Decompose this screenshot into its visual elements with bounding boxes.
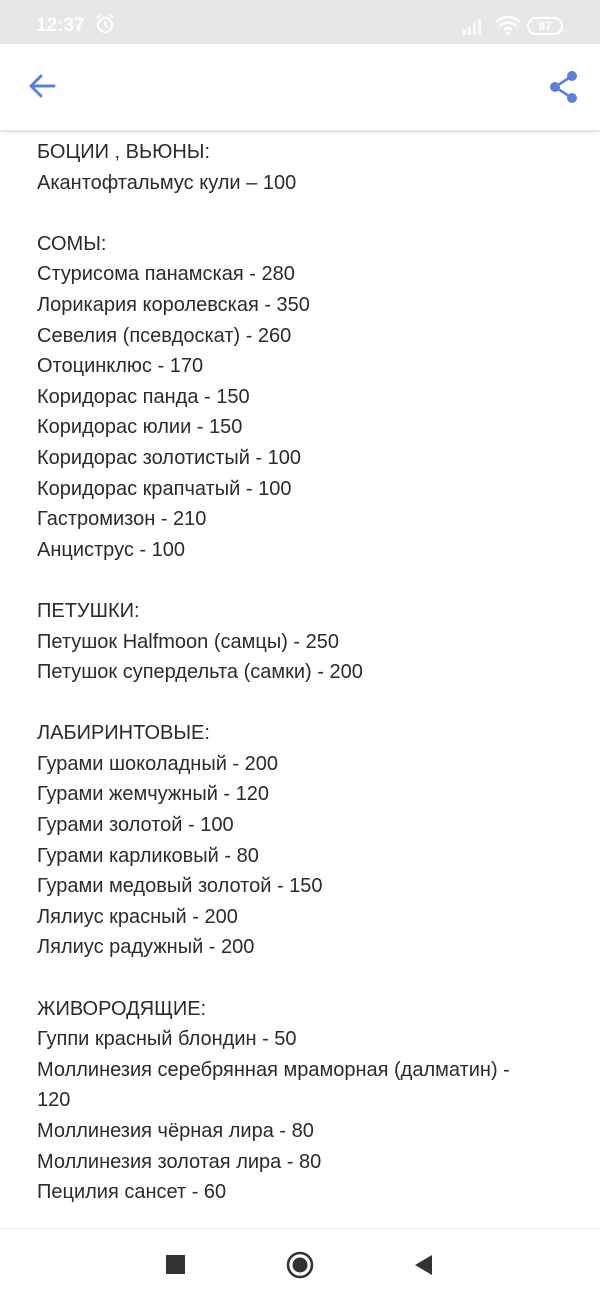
- text-line: Коридорас золотистый - 100: [37, 446, 302, 469]
- text-line: Гастромизон - 210: [37, 508, 207, 531]
- text-line: Гурами медовый золотой - 150: [37, 875, 323, 898]
- navigation-bar: [0, 1228, 600, 1300]
- status-bar: [0, 0, 600, 44]
- text-line: Коридорас крапчатый - 100: [37, 477, 292, 500]
- text-line: Моллинезия золотая лира - 80: [37, 1150, 322, 1173]
- blank-line: [37, 963, 582, 994]
- back-button[interactable]: [22, 66, 62, 106]
- text-line: Севелия (псевдоскат) - 260: [37, 324, 292, 347]
- text-line: ПЕТУШКИ:: [37, 599, 140, 622]
- share-icon: [544, 68, 584, 108]
- text-line: 120: [37, 1089, 71, 1112]
- text-line: Коридорас юлии - 150: [37, 416, 243, 439]
- text-line: Гурами карликовый - 80: [37, 844, 259, 867]
- text-line: Коридорас панда - 150: [37, 385, 250, 408]
- text-line: Лялиус радужный - 200: [37, 936, 255, 959]
- text-line: БОЦИИ , ВЬЮНЫ:: [37, 141, 211, 163]
- recents-square-icon[interactable]: [166, 1255, 185, 1274]
- arrow-left-icon: [22, 66, 62, 106]
- text-line: ЖИВОРОДЯЩИЕ:: [37, 997, 207, 1020]
- text-line: Моллинезия чёрная лира - 80: [37, 1120, 314, 1142]
- text-line: Анциструс - 100: [37, 538, 185, 561]
- back-triangle-icon[interactable]: [412, 1253, 434, 1277]
- text-line: Акантофтальмус кули – 100: [37, 171, 297, 194]
- home-circle-icon[interactable]: [286, 1251, 314, 1279]
- status-time: 12:37: [36, 15, 85, 36]
- blank-line: [37, 565, 582, 596]
- text-line: Гурами золотой - 100: [37, 814, 234, 837]
- wifi-icon: [495, 15, 521, 35]
- text-line: Петушок Halfmoon (самцы) - 250: [37, 630, 340, 653]
- text-line: ЛАБИРИНТОВЫЕ:: [37, 722, 210, 745]
- text-line: Гуппи красный блондин - 50: [37, 1028, 297, 1051]
- app-bar: [0, 44, 600, 130]
- text-line: Петушок супердельта (самки) - 200: [37, 661, 363, 684]
- share-button[interactable]: [544, 68, 584, 108]
- text-line: Отоцинклюс - 170: [37, 355, 204, 378]
- blank-line: [37, 688, 582, 719]
- text-line: Лорикария королевская - 350: [37, 293, 310, 316]
- text-line: Гурами шоколадный - 200: [37, 752, 279, 775]
- battery-level: 87: [538, 19, 552, 33]
- note-content: [37, 137, 582, 1208]
- signal-icon: [462, 17, 486, 35]
- text-line: Гурами жемчужный - 120: [37, 783, 270, 806]
- text-line: СОМЫ:: [37, 232, 107, 255]
- text-line: Пецилия сансет - 60: [37, 1181, 227, 1204]
- text-line: Лялиус красный - 200: [37, 905, 238, 928]
- text-line: Моллинезия серебрянная мраморная (далматин) -: [37, 1058, 510, 1081]
- battery-icon: [527, 17, 563, 35]
- alarm-icon: [95, 14, 115, 34]
- blank-line: [37, 198, 582, 229]
- text-line: Стурисома панамская - 280: [37, 263, 295, 286]
